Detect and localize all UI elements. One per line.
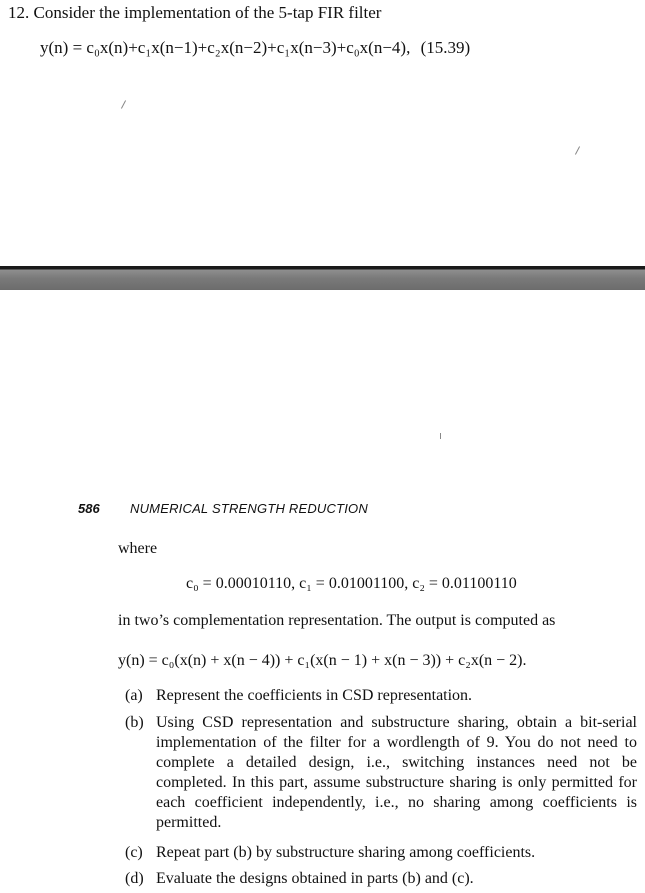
part-a (125, 686, 637, 706)
part-d (125, 869, 637, 889)
stray-mark (575, 146, 580, 154)
equation-number: (15.39) (420, 38, 471, 57)
fir-equation (40, 38, 470, 58)
where-text: where (118, 540, 158, 557)
part-d-label: (d) (125, 870, 144, 887)
part-b-label: (b) (125, 714, 144, 731)
stray-mark (121, 100, 126, 108)
running-header: NUMERICAL STRENGTH REDUCTION (130, 501, 368, 516)
part-a-label: (a) (125, 687, 143, 704)
fir-equation-text: y(n) = c₀x(n)+c₁x(n−1)+c₂x(n−2)+c₁x(n−3)+c₀x(n−4), (40, 38, 411, 57)
part-a-text: Represent the coefficients in CSD representation. (156, 687, 473, 704)
page-gap-divider (0, 266, 645, 290)
problem-heading: 12. Consider the implementation of the 5-tap FIR filter (8, 3, 382, 22)
part-b (125, 713, 637, 833)
coefficient-values: c₀ = 0.00010110, c₁ = 0.01001100, c₂ = 0.01100110 (186, 575, 517, 592)
part-d-text: Evaluate the designs obtained in parts (b) and (c). (156, 870, 474, 887)
part-b-text: Using CSD representation and substructure sharing, obtain a bit-serial implementation of the filter for a wordlength of 9. You do not need to complete a detailed design, i.e., switching instances need not be completed. In this part, assume substructure sharing is only permitted for each coefficient independently, i.e., no sharing among coefficients is permitted. (156, 714, 637, 831)
part-c (125, 843, 637, 863)
part-c-text: Repeat part (b) by substructure sharing among coefficients. (156, 844, 536, 861)
stray-mark (440, 433, 441, 439)
part-c-label: (c) (125, 844, 143, 861)
page-number: 586 (78, 501, 100, 516)
complement-text: in two’s complementation representation. The output is computed as (118, 612, 556, 629)
output-equation: y(n) = c₀(x(n) + x(n − 4)) + c₁(x(n − 1) + x(n − 3)) + c₂x(n − 2). (118, 652, 527, 669)
